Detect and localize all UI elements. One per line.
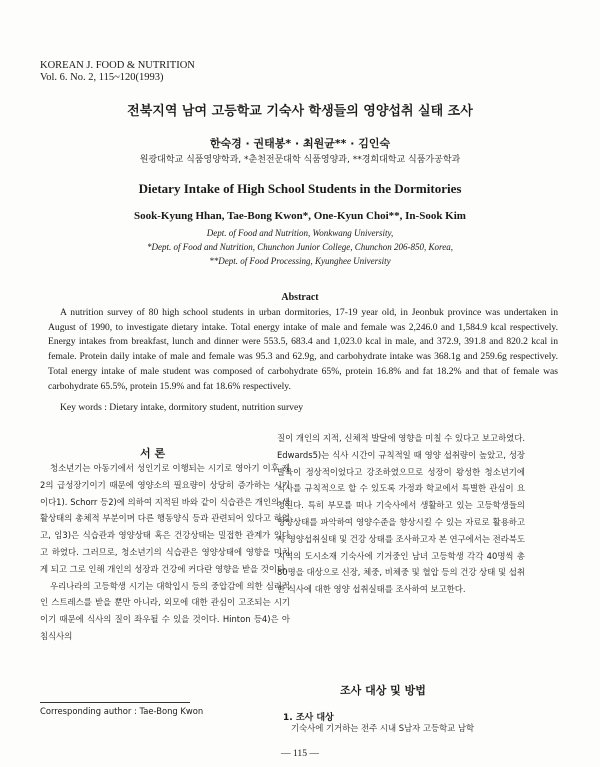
intro-paragraph-1: 청소년기는 아동기에서 성인기로 이행되는 시기로 영아기 이후 제2의 급성장기이기 때문에 영양소의 필요량이 상당히 증가하는 시기이다1). Schorr 등2)에 의하여 지적된 바와 같이 식습관은 개인의 생활상태의 총체적 부분이며 다른 행동양식 등과 관련되어 있다고 하였고, 임3)은 식습관과 영양상태 혹은 건강상태는 밀접한 관계가 있다고 하였다. 그러므로, 청소년기의 식습관은 영양상태에 영향을 미치게 되고 그로 인해 개인의 성장과 건강에 커다란 영향을 받을 것이다.: [40, 463, 290, 574]
english-affiliation-3: **Dept. of Food Processing, Kyunghee University: [209, 256, 391, 266]
journal-volume: Vol. 6. No. 2, 115~120(1993): [40, 72, 164, 83]
english-title: Dietary Intake of High School Students in the Dormitories: [138, 181, 462, 196]
methods-text: 기숙사에 기거하는 전주 시내 S남자 고등학교 남학: [291, 723, 475, 733]
english-authors: Sook-Kyung Hhan, Tae-Bong Kwon*, One-Kyun Choi**, In-Sook Kim: [134, 210, 466, 222]
intro-paragraph-2: 우리나라의 고등학생 시기는 대학입시 등의 중압감에 의한 심리적인 스트레스를 받을 뿐만 아니라, 외모에 대한 관심이 고조되는 시기이기 때문에 식사의 질이 좌우될 수 있을 것이다. Hinton 등4)은 아침식사의: [40, 580, 290, 641]
abstract-heading: Abstract: [281, 292, 319, 303]
page-number: — 115 —: [280, 748, 320, 759]
korean-authors: 한숙경 · 권태봉* · 최원균** · 김인숙: [209, 137, 391, 150]
footnote: Corresponding author : Tae-Bong Kwon: [40, 706, 204, 716]
english-affiliation-2: *Dept. of Food and Nutrition, Chunchon Junior College, Chunchon 206-850, Korea,: [147, 242, 453, 252]
abstract-body: [48, 306, 558, 394]
journal-name: KOREAN J. FOOD & NUTRITION: [40, 60, 195, 71]
keywords: Key words : Dietary intake, dormitory student, nutrition survey: [60, 402, 303, 413]
korean-affiliations: 원광대학교 식품영양학과, *춘천전문대학 식품영양과, **경희대학교 식품가공학과: [139, 155, 461, 165]
korean-title: 전북지역 남여 고등학교 기숙사 학생들의 영양섭취 실태 조사: [127, 104, 473, 119]
methods-heading: 조사 대상 및 방법: [340, 684, 426, 697]
methods-subheading: 1. 조사 대상: [283, 713, 334, 723]
journal-header: [40, 60, 195, 84]
footnote-rule: [40, 702, 190, 703]
intro-right-text: 질이 개인의 지적, 신체적 발달에 영향을 미칠 수 있다고 보고하였다. Edwards5)는 식사 시간이 규칙적일 때 영양 섭취량이 높았고, 성장 발육이 정상적이었다고 강조하였으므로 성장이 왕성한 청소년기에 식사를 규칙적으로 할 수 있도록 가정과 학교에서 특별한 관심이 요청된다. 특히 부모를 떠나 기숙사에서 생활하고 있는 고등학생들의 영양상태를 파악하여 영양수준을 향상시킬 수 있는 자료로 활용하고자 영양섭취실태 및 건강 상태를 조사하고자 본 연구에서는 전라북도 지역의 도시소재 기숙사에 기거중인 남녀 고등학생 각각 40명씩 총 80명을 대상으로 신장, 체중, 비체중 및 혈압 등의 건강 상태 및 섭취한 식사에 대한 영양 섭취실태를 조사하여 보고한다.: [277, 433, 525, 595]
right-column: [277, 430, 525, 598]
intro-heading: 서 론: [140, 447, 166, 460]
english-affiliation-1: Dept. of Food and Nutrition, Wonkwang University,: [206, 228, 394, 238]
left-column: [40, 460, 290, 645]
abstract-text: A nutrition survey of 80 high school students in urban dormitories, 17-19 year old, in Jeonbuk province was undertaken in August of 1990, to investigate dietary intake. Total energy intake of male and female was 2,246.0 and 1,584.9 kcal respectively. Energy intakes from breakfast, lunch and dinner were 553.5, 683.4 and 1,023.0 kcal in male, and 372.9, 391.8 and 820.2 kcal in female. Protein daily intake of male and female was 95.3 and 62.9g, and carbohydrate intake was 368.1g and 259.6g respectively. Total energy intake of male student was composed of carbohydrate 65%, protein 16.8% and fat 18.2% and that of female was carbohydrate 65.5%, protein 15.9% and fat 18.6% respectively.: [48, 307, 558, 392]
